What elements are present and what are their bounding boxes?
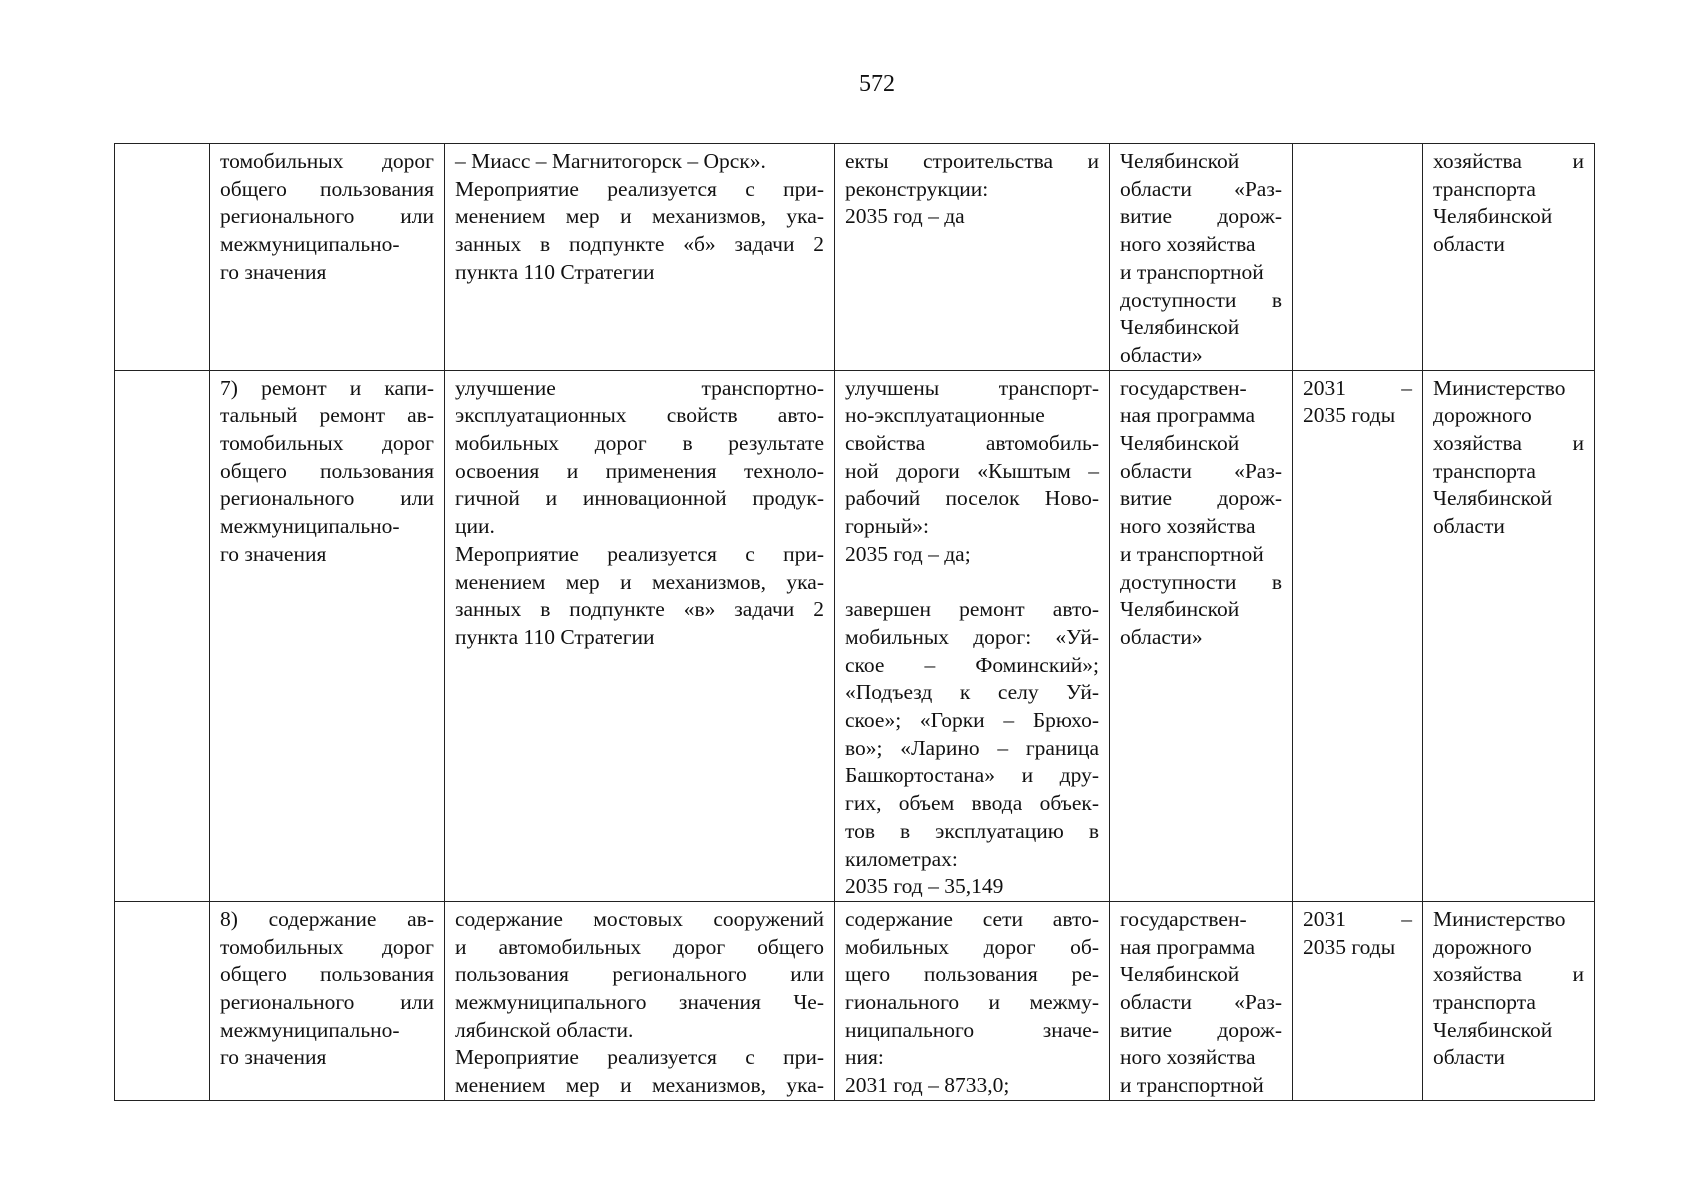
cell-text-line: пользования регионального или bbox=[455, 962, 824, 987]
page-number: 572 bbox=[859, 71, 895, 97]
cell-text-line: гичной и инновационной продук- bbox=[455, 486, 824, 511]
table-cell-col5 bbox=[1110, 144, 1293, 371]
cell-text-line: Челябинской bbox=[1120, 597, 1240, 622]
table-cell-col2 bbox=[210, 144, 445, 371]
cell-text-line: государствен- bbox=[1120, 906, 1247, 931]
cell-text-line bbox=[845, 569, 1099, 597]
table-cell-col3 bbox=[445, 370, 835, 901]
cell-text-line: хозяйства и bbox=[1433, 149, 1584, 173]
cell-text-line: Башкортостана» и дру- bbox=[845, 763, 1099, 788]
cell-text-line: занных в подпункте «в» задачи 2 bbox=[455, 597, 824, 622]
table-cell-col1 bbox=[115, 370, 210, 901]
cell-text-line: ское»; «Горки – Брюхо- bbox=[845, 708, 1099, 733]
cell-text-line: межмуниципально- bbox=[220, 514, 400, 539]
cell-text-line: гих, объем ввода объек- bbox=[845, 791, 1099, 816]
table-cell-col5 bbox=[1110, 901, 1293, 1100]
cell-text-line: Челябинской bbox=[1433, 486, 1553, 511]
cell-text-line: и транспортной bbox=[1120, 259, 1264, 284]
cell-text-line: области» bbox=[1120, 624, 1203, 649]
cell-text-line: пункта 110 Стратегии bbox=[455, 259, 655, 284]
cell-text-line: регионального или bbox=[220, 990, 434, 1015]
table-cell-col4 bbox=[835, 370, 1110, 901]
cell-text-line: го значения bbox=[220, 1045, 327, 1070]
cell-text-line: Челябинской bbox=[1120, 431, 1240, 456]
cell-text-line: области bbox=[1433, 514, 1505, 539]
cell-text-line: улучшение транспортно- bbox=[455, 375, 824, 400]
table-row bbox=[115, 144, 1595, 371]
cell-text-line: мобильных дорог в результате bbox=[455, 431, 824, 456]
cell-text-line: – Миасс – Магнитогорск – Орск». bbox=[455, 149, 766, 173]
cell-text-line: дорожного bbox=[1433, 934, 1532, 959]
cell-text-line: ного хозяйства bbox=[1120, 232, 1256, 257]
cell-text-line: горный»: bbox=[845, 514, 929, 539]
cell-text-line: регионального или bbox=[220, 486, 434, 511]
cell-text-line: километрах: bbox=[845, 846, 958, 871]
cell-text-line: витие дорож- bbox=[1120, 204, 1282, 229]
cell-text-line: лябинской области. bbox=[455, 1017, 634, 1042]
cell-text-line: транспорта bbox=[1433, 176, 1536, 201]
cell-text-line: регионального или bbox=[220, 204, 434, 229]
table-cell-col1 bbox=[115, 144, 210, 371]
cell-text-line: Челябинской bbox=[1120, 149, 1240, 173]
cell-text-line: 2035 год – да; bbox=[845, 541, 971, 566]
cell-text-line: 2035 год – 35,149 bbox=[845, 874, 1004, 899]
cell-text-line: Челябинской bbox=[1120, 962, 1240, 987]
cell-text-line: ного хозяйства bbox=[1120, 1045, 1256, 1070]
cell-text-line: и транспортной bbox=[1120, 1073, 1264, 1098]
cell-text-line: тов в эксплуатацию в bbox=[845, 818, 1099, 843]
cell-text-line: транспорта bbox=[1433, 990, 1536, 1015]
cell-text-line: освоения и применения техноло- bbox=[455, 458, 824, 483]
cell-text-line: менением мер и механизмов, ука- bbox=[455, 204, 824, 229]
cell-text-line: щего пользования ре- bbox=[845, 962, 1099, 987]
table-cell-col4 bbox=[835, 144, 1110, 371]
cell-text-line: витие дорож- bbox=[1120, 1017, 1282, 1042]
cell-text-line: завершен ремонт авто- bbox=[845, 597, 1099, 622]
cell-text-line: томобильных дорог bbox=[220, 149, 434, 173]
cell-text-line: области bbox=[1433, 1045, 1505, 1070]
table-row bbox=[115, 370, 1595, 901]
cell-text-line: Челябинской bbox=[1120, 315, 1240, 340]
cell-text-line: содержание мостовых сооружений bbox=[455, 906, 824, 931]
cell-text-line: области «Раз- bbox=[1120, 458, 1282, 483]
cell-text-line: Министерство bbox=[1433, 375, 1566, 400]
cell-text-line: эксплуатационных свойств авто- bbox=[455, 403, 824, 428]
cell-text-line: области «Раз- bbox=[1120, 176, 1282, 201]
cell-text-line: и автомобильных дорог общего bbox=[455, 934, 824, 959]
cell-text-line: ной дороги «Кыштым – bbox=[845, 458, 1099, 483]
cell-text-line: содержание сети авто- bbox=[845, 906, 1099, 931]
table-cell-col7 bbox=[1423, 370, 1595, 901]
cell-text-line: 2031 – bbox=[1303, 906, 1412, 931]
cell-text-line: дорожного bbox=[1433, 403, 1532, 428]
cell-text-line: межмуниципального значения Че- bbox=[455, 990, 824, 1015]
cell-text-line: ного хозяйства bbox=[1120, 514, 1256, 539]
cell-text-line: Челябинской bbox=[1433, 1017, 1553, 1042]
cell-text-line: доступности в bbox=[1120, 569, 1282, 594]
cell-text-line: области «Раз- bbox=[1120, 990, 1282, 1015]
table-cell-col4 bbox=[835, 901, 1110, 1100]
cell-text-line: 2035 годы bbox=[1303, 934, 1396, 959]
cell-text-line: общего пользования bbox=[220, 458, 434, 483]
cell-text-line: Мероприятие реализуется с при- bbox=[455, 176, 824, 201]
cell-text-line: витие дорож- bbox=[1120, 486, 1282, 511]
cell-text-line: томобильных дорог bbox=[220, 934, 434, 959]
cell-text-line: ная программа bbox=[1120, 403, 1256, 428]
cell-text-line: 2031 год – 8733,0; bbox=[845, 1073, 1010, 1098]
cell-text-line: пункта 110 Стратегии bbox=[455, 624, 655, 649]
table-cell-col2 bbox=[210, 901, 445, 1100]
measures-table bbox=[114, 143, 1595, 1101]
cell-text-line: транспорта bbox=[1433, 458, 1536, 483]
cell-text-line: го значения bbox=[220, 541, 327, 566]
cell-text-line: 2031 – bbox=[1303, 375, 1412, 400]
cell-text-line: «Подъезд к селу Уй- bbox=[845, 680, 1099, 705]
cell-text-line: 2035 годы bbox=[1303, 403, 1396, 428]
cell-text-line: Мероприятие реализуется с при- bbox=[455, 1045, 824, 1070]
cell-text-line: улучшены транспорт- bbox=[845, 375, 1099, 400]
cell-text-line: екты строительства и bbox=[845, 149, 1099, 173]
cell-text-line: 8) содержание ав- bbox=[220, 906, 434, 931]
cell-text-line: ниципального значе- bbox=[845, 1017, 1099, 1042]
cell-text-line: го значения bbox=[220, 259, 327, 284]
cell-text-line: рабочий поселок Ново- bbox=[845, 486, 1099, 511]
cell-text-line: государствен- bbox=[1120, 375, 1247, 400]
cell-text-line: томобильных дорог bbox=[220, 431, 434, 456]
cell-text-line: свойства автомобиль- bbox=[845, 431, 1099, 456]
cell-text-line: ная программа bbox=[1120, 934, 1256, 959]
cell-text-line: мобильных дорог: «Уй- bbox=[845, 624, 1099, 649]
table-cell-col7 bbox=[1423, 144, 1595, 371]
table-cell-col7 bbox=[1423, 901, 1595, 1100]
cell-text-line: и транспортной bbox=[1120, 541, 1264, 566]
cell-text-line: Министерство bbox=[1433, 906, 1566, 931]
table-cell-col6 bbox=[1293, 144, 1423, 371]
cell-text-line: области bbox=[1433, 232, 1505, 257]
cell-text-line: тальный ремонт ав- bbox=[220, 403, 434, 428]
cell-text-line: гионального и межму- bbox=[845, 990, 1099, 1015]
table-cell-col3 bbox=[445, 901, 835, 1100]
cell-text-line: занных в подпункте «б» задачи 2 bbox=[455, 232, 824, 257]
cell-text-line: ции. bbox=[455, 514, 495, 539]
cell-text-line: менением мер и механизмов, ука- bbox=[455, 1073, 824, 1098]
table-cell-col5 bbox=[1110, 370, 1293, 901]
cell-text-line: межмуниципально- bbox=[220, 232, 400, 257]
cell-text-line: хозяйства и bbox=[1433, 962, 1584, 987]
table-cell-col2 bbox=[210, 370, 445, 901]
cell-text-line: во»; «Ларино – граница bbox=[845, 735, 1099, 760]
table-cell-col1 bbox=[115, 901, 210, 1100]
cell-text-line: 2035 год – да bbox=[845, 204, 965, 229]
cell-text-line: общего пользования bbox=[220, 176, 434, 201]
cell-text-line: хозяйства и bbox=[1433, 431, 1584, 456]
table-cell-col6 bbox=[1293, 370, 1423, 901]
cell-text-line: 7) ремонт и капи- bbox=[220, 375, 434, 400]
cell-text-line: ния: bbox=[845, 1045, 884, 1070]
cell-text-line: межмуниципально- bbox=[220, 1017, 400, 1042]
cell-text-line: Мероприятие реализуется с при- bbox=[455, 541, 824, 566]
cell-text-line: ское – Фоминский»; bbox=[845, 652, 1099, 677]
cell-text-line: доступности в bbox=[1120, 287, 1282, 312]
cell-text-line: Челябинской bbox=[1433, 204, 1553, 229]
cell-text-line: реконструкции: bbox=[845, 176, 989, 201]
cell-text-line: общего пользования bbox=[220, 962, 434, 987]
cell-text-line: менением мер и механизмов, ука- bbox=[455, 569, 824, 594]
table-cell-col6 bbox=[1293, 901, 1423, 1100]
cell-text-line: области» bbox=[1120, 342, 1203, 367]
table-cell-col3 bbox=[445, 144, 835, 371]
table-row bbox=[115, 901, 1595, 1100]
cell-text-line: но-эксплуатационные bbox=[845, 403, 1045, 428]
cell-text-line: мобильных дорог об- bbox=[845, 934, 1099, 959]
